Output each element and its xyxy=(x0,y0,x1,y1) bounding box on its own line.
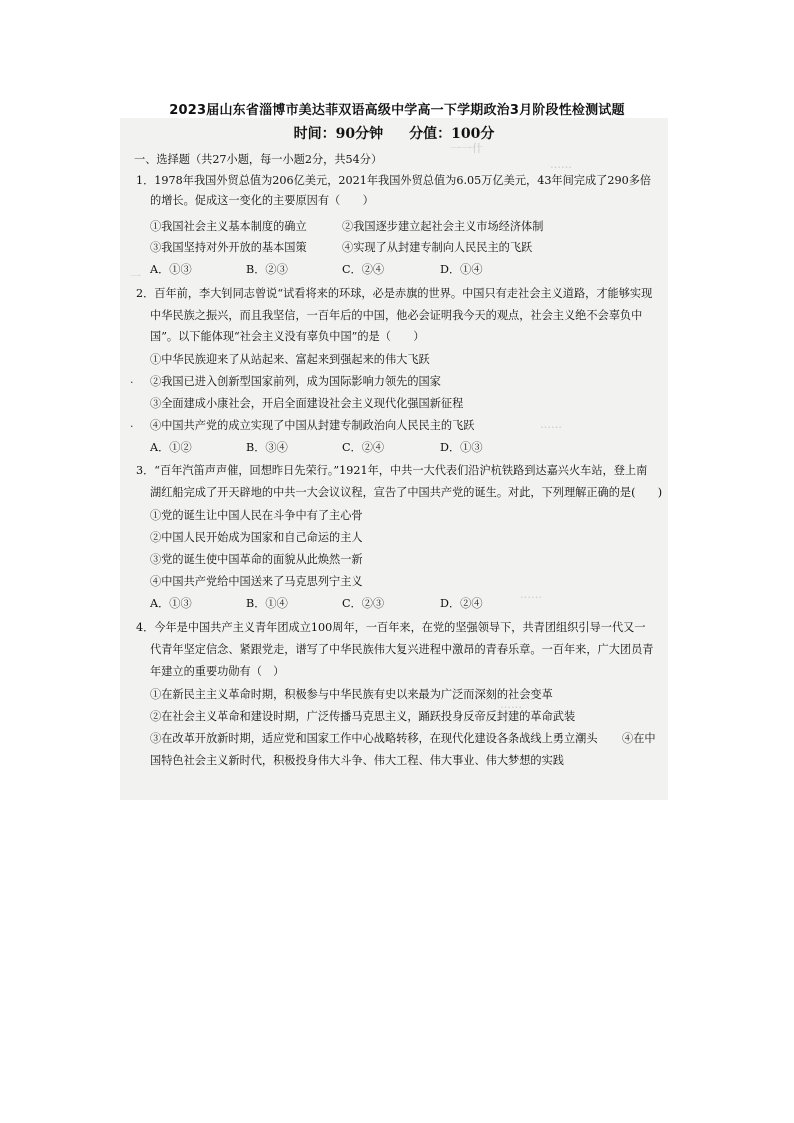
question-3-option-d[interactable]: D．②④ xyxy=(440,597,483,610)
question-3-stem-line-2: 湖红船完成了开天辟地的中共一大会议议程，宣告了中国共产党的诞生。对此，下列理解正确的是( ) xyxy=(150,486,663,499)
question-1-option-c[interactable]: C．②④ xyxy=(342,263,385,276)
question-1-statement-1: ①我国社会主义基本制度的确立 xyxy=(150,220,307,233)
question-3-statement-1: ①党的诞生让中国人民在斗争中有了主心骨 xyxy=(150,509,363,522)
question-1-stem-line-2: 的增长。促成这一变化的主要原因有（ ） xyxy=(150,194,374,207)
question-1-statement-3: ③我国坚持对外开放的基本国策 xyxy=(150,241,307,254)
bleed-through-mark: 一一什 xyxy=(450,142,483,155)
exam-time: 时间：90分钟 xyxy=(293,126,384,142)
question-2-option-d[interactable]: D．①③ xyxy=(440,441,483,454)
question-3-stem-line-1: 3．“百年汽笛声声催，回想昨日先荣行。”1921年，中共一大代表们沿沪杭铁路到达嘉兴火车站，登上南 xyxy=(136,464,648,477)
bleed-through-mark: 一 xyxy=(130,270,141,283)
question-3-option-a[interactable]: A．①③ xyxy=(150,597,192,610)
bleed-through-mark: …… xyxy=(550,158,572,171)
question-2-option-b[interactable]: B．③④ xyxy=(246,441,288,454)
question-1-option-b[interactable]: B．②③ xyxy=(246,263,288,276)
question-2-stem-line-3: 国”。以下能体现“社会主义没有辜负中国”的是（ ） xyxy=(150,330,425,343)
exam-time-and-score xyxy=(120,123,668,143)
question-1-option-d[interactable]: D．①④ xyxy=(440,263,483,276)
scan-speck: · xyxy=(130,376,134,389)
question-4-statement-3: ③在改革开放新时期，适应党和国家工作中心战略转移，在现代化建设各条战线上勇立潮头 xyxy=(150,732,598,745)
question-4-statement-1: ①在新民主主义革命时期，积极参与中华民族有史以来最为广泛而深刻的社会变革 xyxy=(150,688,553,701)
question-1-stem-line-1: 1．1978年我国外贸总值为206亿美元，2021年我国外贸总值为6.05万亿美元，43年间完成了290多倍 xyxy=(136,174,652,187)
bleed-through-mark: …… xyxy=(500,698,522,711)
scan-speck: · xyxy=(130,420,134,433)
question-4-stem-line-1: 4．今年是中国共产主义青年团成立100周年，一百年来，在党的坚强领导下，共青团组织引导一代又一 xyxy=(136,621,646,634)
bleed-through-mark: …… xyxy=(520,588,542,601)
bleed-through-mark: …… xyxy=(540,418,562,431)
question-2-statement-4: ④中国共产党的成立实现了中国从封建专制政治向人民民主的飞跃 xyxy=(150,419,475,432)
question-4-stem-line-3: 年建立的重要功勋有（ ） xyxy=(150,665,285,678)
question-3-statement-2: ②中国人民开始成为国家和自己命运的主人 xyxy=(150,531,363,544)
section-heading: 一、选择题（共27小题，每一小题2分，共54分） xyxy=(134,153,383,166)
question-2-option-c[interactable]: C．②④ xyxy=(342,441,385,454)
exam-score: 分值：100分 xyxy=(409,126,495,142)
question-2-statement-2: ②我国已进入创新型国家前列，成为国际影响力领先的国家 xyxy=(150,375,441,388)
question-1-statement-2: ②我国逐步建立起社会主义市场经济体制 xyxy=(342,220,544,233)
question-4-statement-4-head: ④在中 xyxy=(622,732,656,745)
question-4-statement-4: 国特色社会主义新时代，积极投身伟大斗争、伟大工程、伟大事业、伟大梦想的实践 xyxy=(150,754,564,767)
question-2-stem-line-2: 中华民族之振兴，而且我坚信，一百年后的中国，他必会证明我今天的观点，社会主义绝不会辜负中 xyxy=(150,309,643,322)
question-2-statement-3: ③全面建成小康社会，开启全面建设社会主义现代化强国新征程 xyxy=(150,397,464,410)
question-3-statement-3: ③党的诞生使中国革命的面貌从此焕然一新 xyxy=(150,553,363,566)
question-3-statement-4: ④中国共产党给中国送来了马克思列宁主义 xyxy=(150,575,363,588)
question-2-option-a[interactable]: A．①② xyxy=(150,441,192,454)
question-1-statement-4: ④实现了从封建专制向人民民主的飞跃 xyxy=(342,241,533,254)
scanned-exam-page xyxy=(120,118,668,800)
question-4-stem-line-2: 代青年坚定信念、紧跟党走，谱写了中华民族伟大复兴进程中激昂的青春乐章。一百年来，广大团员青 xyxy=(150,643,654,656)
question-3-option-b[interactable]: B．①④ xyxy=(246,597,288,610)
question-2-statement-1: ①中华民族迎来了从站起来、富起来到强起来的伟大飞跃 xyxy=(150,353,430,366)
question-4-statement-2: ②在社会主义革命和建设时期，广泛传播马克思主义，踊跃投身反帝反封建的革命武装 xyxy=(150,710,576,723)
question-1-option-a[interactable]: A．①③ xyxy=(150,263,192,276)
question-2-stem-line-1: 2．百年前，李大钊同志曾说“试看将来的环球，必是赤旗的世界。中国只有走社会主义道路，才能够实现 xyxy=(136,287,653,300)
document-title: 2023届山东省淄博市美达菲双语高级中学高一下学期政治3月阶段性检测试题 xyxy=(169,103,625,118)
question-3-option-c[interactable]: C．②③ xyxy=(342,597,385,610)
